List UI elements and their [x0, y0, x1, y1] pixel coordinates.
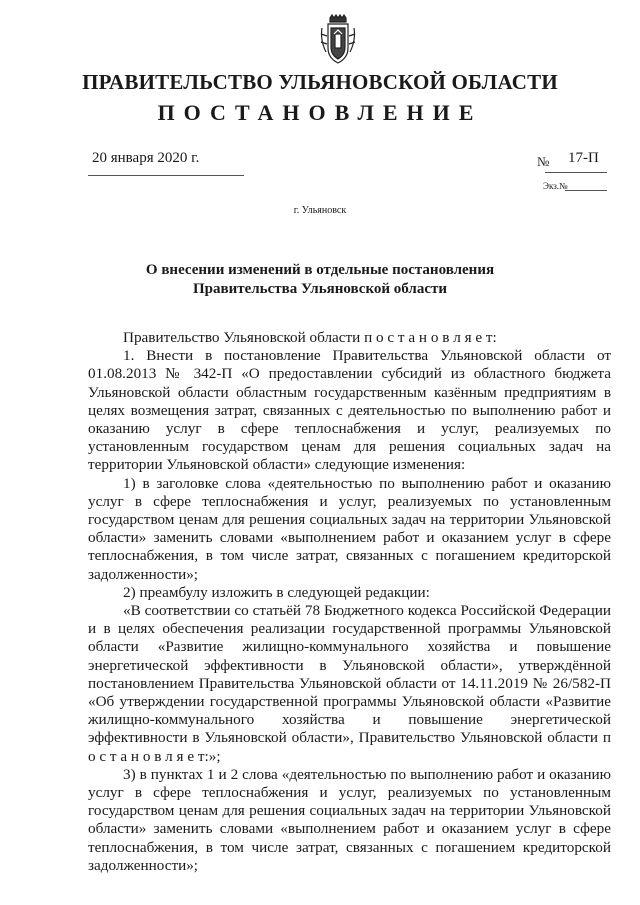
paragraph-item-1: 1. Внести в постановление Правительства Ульяновской области от 01.08.2013 № 342-П «О предоставлении субсидий из областного бюджета Ульяновской области областным государственным казённым предприятиям в целях возмещения затрат, связанных с деятельностью по выполнению работ и оказанию услуг в сфере теплоснабжения и услуг, реализуемых по установленным государством ценам для решения социальных задач на территории Ульяновской области» следующие изменения:	[88, 347, 611, 474]
paragraph-quote: «В соответствии со статьёй 78 Бюджетного кодекса Российской Федерации и в целях обеспечения реализации государственной программы Ульяновской области «Развитие жилищно-коммунального хозяйства и повышение энергетической эффективности в Ульяновской области», утверждённой постановлением Правительства Ульяновской области от 14.11.2019 № 26/582-П «Об утверждении государственной программы Ульяновской области «Развитие жилищно-коммунального хозяйства и повышение энергетической эффективности в Ульяновской области», Правительство Ульяновской области п о с т а н о в л я е т:»;	[88, 602, 611, 765]
title-line-2: Правительства Ульяновской области	[192, 281, 448, 297]
copy-number-underline	[565, 190, 607, 191]
paragraph-subitem-1: 1) в заголовке слова «деятельностью по выполнению работ и оказанию услуг в сфере теплоснабжения и услуг, реализуемых по установленным государством ценам для решения социальных задач на территории Ульяновской области» заменить словами «выполнением работ и оказанием услуг в сфере теплоснабжения, в том числе затрат, связанных с погашением кредиторской задолженности»;	[88, 474, 611, 583]
number-underline	[545, 172, 607, 173]
document-type: ПОСТАНОВЛЕНИЕ	[157, 100, 483, 125]
paragraph-subitem-3: 3) в пунктах 1 и 2 слова «деятельностью по выполнению работ и оказанию услуг в сфере теплоснабжения и услуг, реализуемых по установленным государством ценам для решения социальных задач на территории Ульяновской области» заменить словами «выполнением работ и оказанием услуг в сфере теплоснабжения, в том числе затрат, связанных с погашением кредиторской задолженности»;	[88, 765, 611, 874]
coat-of-arms-icon	[318, 14, 358, 66]
number-label: №	[537, 154, 550, 169]
document-number: 17-П	[568, 150, 599, 166]
date-underline	[88, 175, 244, 176]
paragraph-subitem-2: 2) преамбулу изложить в следующей редакции:	[123, 583, 430, 601]
city: г. Ульяновск	[293, 205, 347, 216]
organization-name: ПРАВИТЕЛЬСТВО УЛЬЯНОВСКОЙ ОБЛАСТИ	[82, 70, 558, 94]
document-date: 20 января 2020 г.	[92, 150, 200, 166]
document-body	[88, 329, 611, 875]
copy-number-label: Экз.№	[543, 181, 568, 191]
document-title	[0, 261, 640, 299]
paragraph-preamble: Правительство Ульяновской области п о с т а н о в л я е т:	[123, 329, 497, 346]
title-line-1: О внесении изменений в отдельные постановления	[145, 262, 495, 278]
